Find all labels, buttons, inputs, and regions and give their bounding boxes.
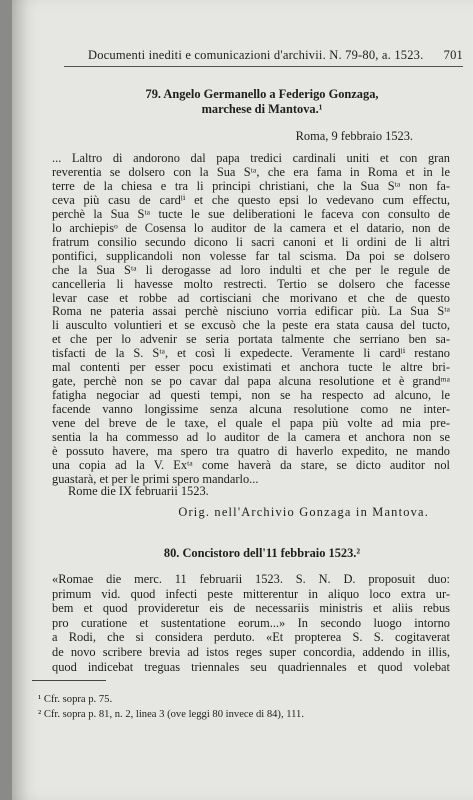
text-line: levar case et robbe ad cortisciani che morivano et che de questo [52, 290, 450, 305]
text-line: de novo scribere brevia ad istos reges super concordia, addendo in illis, [52, 645, 450, 659]
text-line: Roma ne pateria assai perchè nisciuno vorria edificar più. La Sua Sᵗᵃ [52, 304, 450, 319]
text-line: guastarà, et per le primi spero mandarlo... [52, 471, 259, 486]
footnote-2: ² Cfr. sopra p. 81, n. 2, linea 3 (ove leggi 80 invece di 84), 111. [38, 709, 305, 720]
text-line: sentia la ha commesso ad lo auditor de la camera et anchora non se [52, 430, 450, 444]
text-line: reverentia se dolsero con la Sua Sᵗᵃ, che era fama in Roma et in le [52, 164, 450, 179]
text-line: una copia ad la V. Exᵗᵃ come haverà da stare, se dicto auditor nol [52, 457, 450, 472]
text-line: fatigha negociar ad questi tempi, non se ha respecto ad alcuno, le [52, 388, 450, 403]
text-line: vene del breve de le taxe, el quale el papa più volte ad mia pre- [52, 416, 450, 431]
text-line: bem et quod provideretur eis de necessariis ministris et aliis rebus [52, 601, 450, 616]
text-line: è possuto havere, ma spero tra quatro di haverlo expedito, ne mando [52, 443, 450, 458]
doc79-heading-line1: 79. Angelo Germanello a Federigo Gonzaga, [145, 87, 379, 101]
running-header [64, 44, 463, 67]
text-line: ... Laltro di andorono dal papa tredici cardinali uniti et con gran [52, 151, 450, 165]
text-line: tisfacti de la S. Sᵗᵃ, et così li expedecte. Veramente li cardˡⁱ restano [52, 346, 450, 361]
footnote-1: ¹ Cfr. sopra p. 75. [38, 694, 113, 705]
text-line: pro curatione et sustentatione eorum...» In secondo luogo intorno [52, 615, 450, 630]
text-line: «Romae die merc. 11 februarii 1523. S. N. D. proposuit duo: [52, 572, 450, 586]
text-line: primum vid. quod infecti peste mitterentur in aliquo loco extra ur- [52, 586, 450, 601]
doc79-closing: Rome die IX februarii 1523. [68, 484, 209, 498]
text-line: perchè la Sua Sᵗᵃ tucte le sue deliberationi le faceva con consulto de [52, 206, 450, 221]
doc79-dateline: Roma, 9 febbraio 1523. [295, 129, 413, 143]
header-title: Documenti inediti e comunicazioni d'archivii. N. 79-80, a. 1523. [88, 48, 424, 62]
text-line: et che per lo advenir se seria portata talmente che serriano ben sa- [52, 332, 450, 347]
text-line: li ausculto voluntieri et se excusò che la peste era stata causa del tucto, [52, 318, 450, 333]
text-line: facende vanno longissime senza alcuna resolutione como ne inter- [52, 402, 450, 417]
doc80-heading: 80. Concistoro dell'11 febbraio 1523.² [163, 546, 361, 560]
text-line: lo archiepisᵒ de Cosensa lo auditor de la camera et el datario, non de [52, 220, 450, 235]
text-line: a Rodi, che si considera perduto. «Et propterea S. S. cogitaverat [52, 630, 450, 645]
doc79-source: Orig. nell'Archivio Gonzaga in Mantova. [178, 505, 429, 519]
doc79-heading-line2: marchese di Mantova.¹ [201, 102, 323, 116]
text-line: cancelleria li havesse molto restrecti. Tertio se dolsero che facesse [52, 276, 450, 291]
document-page [12, 0, 473, 800]
text-line: quod indicebat treguas triennales seu quadriennales et quod volebat [52, 659, 450, 674]
text-line: terre de la chiesa e tra li principi christiani, che la Sua Sᵗᵃ non fa- [52, 178, 450, 193]
page-number: 701 [443, 48, 463, 62]
text-line: fratrum consilio secundo dicono li sacri canoni et li ordini de li altri [52, 234, 450, 249]
text-line: che la Sua Sᵗᵃ li derogasse ad loro indulti et che per le regule de [52, 262, 450, 277]
text-line: gate, perchè non se po cavar dal papa alcuna resolutione et è grandᵐᵃ [52, 374, 450, 389]
text-line: pontifici, supplicandoli non volesse far tal scisma. Da poi se dolsero [52, 248, 450, 263]
footnote-rule [32, 680, 106, 681]
text-line: ceva più casu de cardˡⁱ et che questo epsi lo vedevano cum effectu, [52, 192, 450, 207]
text-line: mal contenti per esser pocu existimati et anchora tucte le altre bri- [52, 360, 450, 375]
